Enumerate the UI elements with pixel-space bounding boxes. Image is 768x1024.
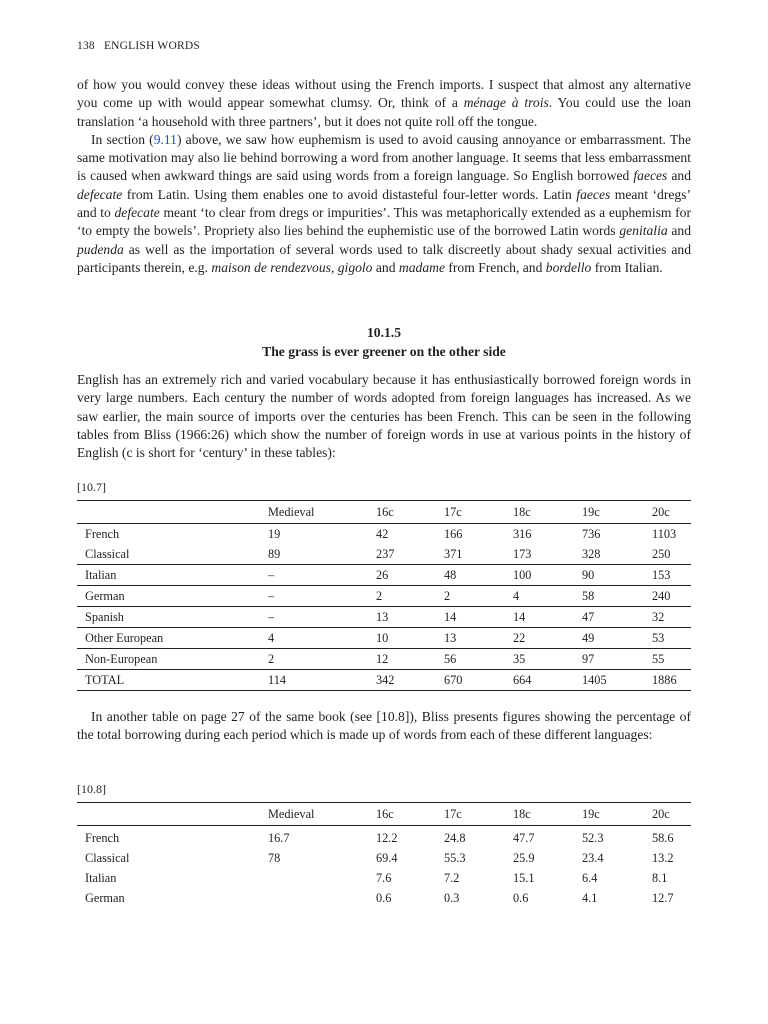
table-header-row — [77, 803, 691, 826]
table-cell: 25.9 — [513, 850, 535, 865]
table-cell: 53 — [644, 628, 691, 649]
table-cell: 1886 — [644, 670, 691, 691]
table-cell: 69.4 — [376, 850, 398, 865]
table-cell: 371 — [436, 544, 505, 565]
text-span: . You could use the loan translation ‘a household with three partners’, but it does not quite roll off the tongue. — [77, 95, 691, 129]
table-cell: 2 — [368, 586, 436, 607]
column-header: 18c — [505, 803, 574, 826]
italic-term: faeces — [576, 186, 611, 202]
table-cell: 47.7 — [513, 830, 535, 845]
text-span: from Italian. — [591, 259, 663, 275]
column-header: 16c — [368, 501, 436, 524]
text-span: and — [667, 223, 692, 239]
body-text-middle — [77, 371, 691, 462]
paragraph-borrowing: English has an extremely rich and varied vocabulary because it has enthusiastically borrowed foreign words in very large numbers. Each century the number of words adopted from foreign languages has increased. As we saw earlier, the main source of imports over the centuries has been French. This can be seen in the following tables from Bliss (1966:26) which show the number of foreign words in use at various points in the history of English (c is short for ‘century’ in these tables): — [77, 372, 691, 461]
table-cell: 78 — [268, 850, 281, 865]
table-cell: – — [260, 586, 368, 607]
text-span: and — [372, 259, 399, 275]
table-cell: 16.7 — [268, 830, 290, 845]
table-cell: 328 — [574, 544, 644, 565]
row-label: French — [85, 830, 120, 845]
table-cell: 13 — [368, 607, 436, 628]
text-span: In section ( — [91, 131, 154, 147]
table-row — [77, 586, 691, 607]
table-cell — [260, 888, 368, 908]
table-row — [77, 848, 691, 868]
text-span: and — [667, 168, 692, 184]
table-cell: 114 — [260, 670, 368, 691]
paragraph-euphemism — [77, 131, 691, 277]
column-header: 18c — [505, 501, 574, 524]
table-label-10-8: [10.8] — [77, 782, 106, 796]
text-span: from French, and — [444, 259, 546, 275]
table-cell: 35 — [505, 649, 574, 670]
body-text-bottom — [77, 708, 691, 745]
table-row — [77, 524, 691, 545]
table-cell: 97 — [574, 649, 644, 670]
column-header: 17c — [436, 803, 505, 826]
table-cell: 166 — [444, 526, 463, 541]
table-cell: 58 — [574, 586, 644, 607]
table-cell: 670 — [436, 670, 505, 691]
italic-term: bordello — [545, 259, 592, 275]
table-cell: 24.8 — [444, 830, 466, 845]
table-cell: 153 — [644, 565, 691, 586]
italic-term: faeces — [633, 168, 668, 184]
table-cell: 23.4 — [582, 850, 604, 865]
table-cell: 7.2 — [444, 870, 460, 885]
running-head — [77, 40, 200, 52]
table-cell: 1103 — [652, 526, 677, 541]
italic-term: pudenda — [77, 241, 124, 257]
table-cell: 14 — [436, 607, 505, 628]
table-cell: 237 — [368, 544, 436, 565]
column-header: 20c — [644, 803, 691, 826]
table-cell: 316 — [513, 526, 532, 541]
column-header: 16c — [368, 803, 436, 826]
table-cell: 2 — [260, 649, 368, 670]
text-span: of how you would convey these ideas without using the French imports. I suspect that almost any alternative you come up with would appear somewhat clumsy. Or, think of a — [77, 77, 691, 111]
table-row — [77, 628, 691, 649]
table-cell: 6.4 — [582, 870, 598, 885]
table-cell: 56 — [436, 649, 505, 670]
row-label: Italian — [85, 870, 117, 885]
table-cell: 55 — [644, 649, 691, 670]
paragraph-percentages: In another table on page 27 of the same book (see [10.8]), Bliss presents figures showing the percentage of the total borrowing during each period which is made up of words from each of these different languages: — [77, 709, 691, 743]
table-cell: 2 — [436, 586, 505, 607]
column-header: 19c — [574, 501, 644, 524]
italic-term: ménage à trois — [463, 95, 549, 111]
table-cell: 15.1 — [513, 870, 535, 885]
table-cell: 42 — [376, 526, 389, 541]
paragraph-menage — [77, 76, 691, 131]
text-span: ) above, we saw how euphemism is used to avoid causing annoyance or embarrassment. The same motivation may also lie behind borrowing a word from another language. It seems that less embarrassment is caused when awkward things are said using words from a foreign language. So English borrowed — [77, 131, 691, 184]
page-number: 138 — [77, 40, 95, 52]
table-row — [77, 565, 691, 586]
row-label: German — [85, 890, 125, 905]
table-header-row — [77, 501, 691, 524]
section-number: 10.1.5 — [367, 325, 401, 340]
table-cell: 12 — [368, 649, 436, 670]
section-link-9-11[interactable]: 9.11 — [153, 131, 177, 147]
section-title: The grass is ever greener on the other side — [262, 344, 506, 359]
table-cell: 240 — [644, 586, 691, 607]
table-cell: 48 — [436, 565, 505, 586]
row-label: Classical — [85, 850, 130, 865]
table-cell: 90 — [574, 565, 644, 586]
table-cell: 12.2 — [376, 830, 398, 845]
table-cell: 4.1 — [582, 890, 598, 905]
column-header: Medieval — [260, 803, 368, 826]
table-cell: 0.3 — [444, 890, 460, 905]
column-header: Medieval — [260, 501, 368, 524]
table-cell: 58.6 — [652, 830, 674, 845]
table-cell: 13 — [436, 628, 505, 649]
running-head-title: ENGLISH WORDS — [103, 40, 200, 52]
column-header-language — [77, 803, 260, 826]
column-header: 17c — [436, 501, 505, 524]
column-header-language — [77, 501, 260, 524]
table-cell: 342 — [368, 670, 436, 691]
table-cell: 1405 — [574, 670, 644, 691]
table-cell: 4 — [260, 628, 368, 649]
table-cell: 89 — [260, 544, 368, 565]
section-heading — [77, 323, 691, 361]
italic-term: defecate — [77, 186, 123, 202]
table-cell: 13.2 — [652, 850, 674, 865]
text-span: as well as the importation of several words used to talk discreetly about shady sexual activities and participants therein, e.g. — [77, 241, 691, 275]
table-cell: 4 — [505, 586, 574, 607]
row-label: TOTAL — [77, 670, 260, 691]
table-cell: 10 — [368, 628, 436, 649]
table-borrowing-percentages — [77, 802, 691, 908]
table-cell: 32 — [644, 607, 691, 628]
table-row — [77, 607, 691, 628]
italic-term: defecate — [114, 205, 160, 221]
table-cell: 7.6 — [376, 870, 392, 885]
table-cell: 55.3 — [444, 850, 466, 865]
table-cell: – — [260, 565, 368, 586]
row-label: German — [77, 586, 260, 607]
text-span: meant ‘dregs’ and to — [77, 186, 691, 221]
table-cell: 14 — [505, 607, 574, 628]
text-span: meant ‘to clear from dregs or impurities’. This was metaphorically extended as a euphemism for ‘to empty the bowels’. Propriety also lies behind the euphemistic use of the borrowed Latin words — [77, 205, 691, 239]
italic-term: genitalia — [619, 223, 668, 239]
italic-term: madame — [398, 259, 445, 275]
table-row — [77, 649, 691, 670]
column-header: 19c — [574, 803, 644, 826]
text-span: from Latin. Using them enables one to avoid distasteful four-letter words. Latin — [122, 186, 577, 202]
table-foreign-word-counts — [77, 500, 691, 691]
table-label-10-7: [10.7] — [77, 480, 106, 494]
table-cell: 49 — [574, 628, 644, 649]
table-cell: 736 — [582, 526, 601, 541]
row-label: Non-European — [77, 649, 260, 670]
table-cell: 26 — [368, 565, 436, 586]
table-cell: 52.3 — [582, 830, 604, 845]
table-cell: 173 — [505, 544, 574, 565]
row-label: Other European — [77, 628, 260, 649]
row-label: Italian — [77, 565, 260, 586]
table-cell: 12.7 — [652, 890, 674, 905]
column-header: 20c — [644, 501, 691, 524]
table-row — [77, 826, 691, 849]
table-cell: 0.6 — [513, 890, 529, 905]
table-row — [77, 670, 691, 691]
table-cell: 19 — [268, 526, 281, 541]
table-cell: 47 — [574, 607, 644, 628]
table-cell: – — [260, 607, 368, 628]
table-cell: 22 — [505, 628, 574, 649]
table-cell — [260, 868, 368, 888]
table-cell: 100 — [505, 565, 574, 586]
body-text-top — [77, 76, 691, 277]
table-row — [77, 544, 691, 565]
italic-term: maison de rendezvous, gigolo — [211, 259, 373, 275]
table-cell: 664 — [505, 670, 574, 691]
table-cell: 0.6 — [376, 890, 392, 905]
table-cell: 250 — [644, 544, 691, 565]
table-row — [77, 868, 691, 888]
table-row — [77, 888, 691, 908]
row-label: Classical — [77, 544, 260, 565]
row-label: French — [85, 526, 120, 541]
table-cell: 8.1 — [652, 870, 668, 885]
row-label: Spanish — [77, 607, 260, 628]
